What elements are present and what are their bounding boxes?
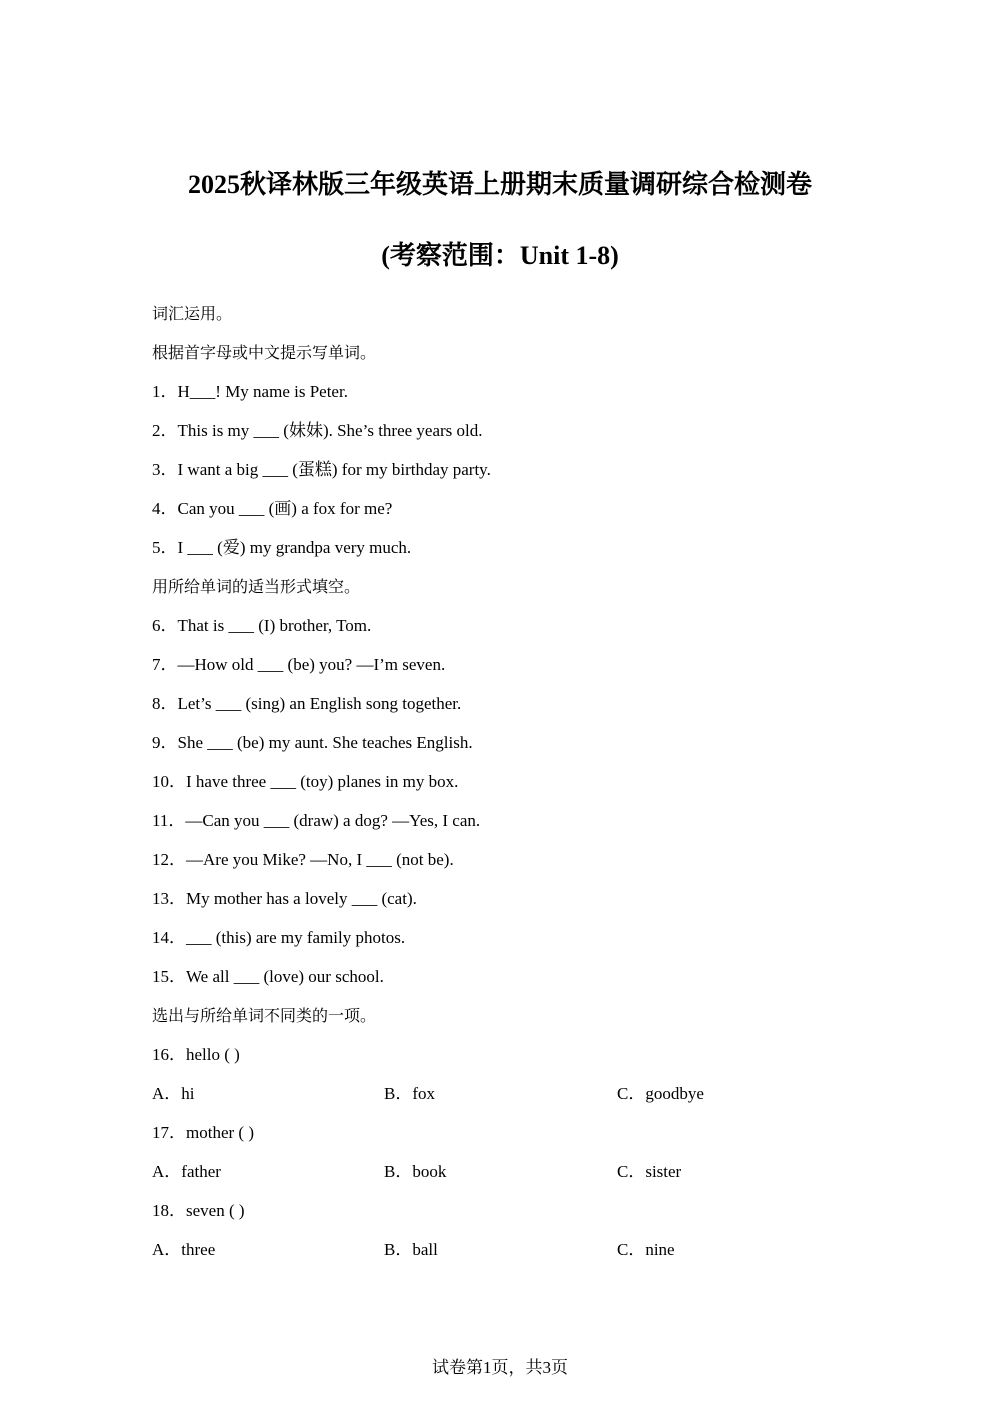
question-12: 12．—Are you Mike? —No, I ___ (not be). (152, 850, 454, 869)
question-15: 15．We all ___ (love) our school. (152, 967, 384, 986)
section-heading-part2: 用所给单词的适当形式填空。 (152, 577, 361, 596)
question-8: 8．Let’s ___ (sing) an English song together. (152, 694, 462, 713)
question-16: 16．hello ( ) (152, 1045, 240, 1064)
option-a: A．father (152, 1162, 221, 1181)
exam-subtitle: (考察范围：Unit 1-8) (381, 241, 619, 270)
question-3: 3．I want a big ___ (蛋糕) for my birthday party. (152, 460, 491, 479)
question-13: 13．My mother has a lovely ___ (cat). (152, 889, 417, 908)
question-18-options (152, 1236, 852, 1275)
question-4: 4．Can you ___ (画) a fox for me? (152, 499, 393, 518)
exam-content (152, 300, 852, 1275)
option-b: B．book (384, 1162, 447, 1181)
option-b: B．fox (384, 1084, 435, 1103)
question-17-options (152, 1158, 852, 1197)
question-18: 18．seven ( ) (152, 1201, 245, 1220)
exam-title: 2025秋译林版三年级英语上册期末质量调研综合检测卷 (187, 170, 812, 199)
question-17: 17．mother ( ) (152, 1123, 254, 1142)
section-heading-part1: 根据首字母或中文提示写单词。 (152, 343, 377, 362)
page-footer: 试卷第1页，共3页 (432, 1358, 568, 1377)
question-16-options (152, 1080, 852, 1119)
question-6: 6．That is ___ (I) brother, Tom. (152, 616, 372, 635)
option-c: C．goodbye (617, 1084, 704, 1103)
question-9: 9．She ___ (be) my aunt. She teaches English. (152, 733, 473, 752)
option-c: C．sister (617, 1162, 682, 1181)
question-2: 2．This is my ___ (妹妹). She’s three years old. (152, 421, 483, 440)
option-c: C．nine (617, 1240, 675, 1259)
question-7: 7．—How old ___ (be) you? —I’m seven. (152, 655, 446, 674)
question-1: 1．H___! My name is Peter. (152, 382, 348, 401)
option-a: A．three (152, 1240, 216, 1259)
section-heading-part3: 选出与所给单词不同类的一项。 (152, 1006, 377, 1025)
question-5: 5．I ___ (爱) my grandpa very much. (152, 538, 412, 557)
section-heading-vocab: 词汇运用。 (152, 304, 233, 323)
question-10: 10．I have three ___ (toy) planes in my box. (152, 772, 459, 791)
option-a: A．hi (152, 1084, 195, 1103)
question-14: 14．___ (this) are my family photos. (152, 928, 406, 947)
question-11: 11．—Can you ___ (draw) a dog? —Yes, I can. (152, 811, 481, 830)
option-b: B．ball (384, 1240, 438, 1259)
